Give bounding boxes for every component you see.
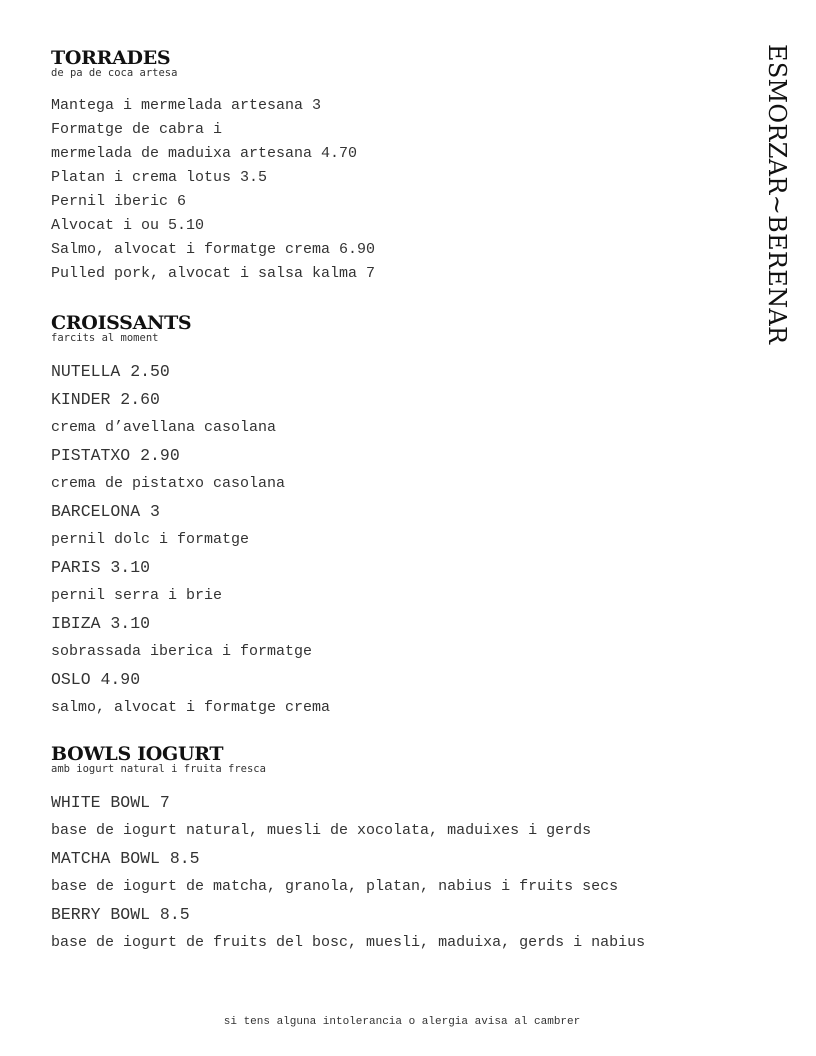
section-croissants: [51, 313, 330, 722]
menu-item-description: base de iogurt natural, muesli de xocolata, maduixes i gerds: [51, 822, 592, 839]
section-title: CROISSANTS: [51, 312, 192, 334]
menu-item-name: NUTELLA 2.50: [51, 362, 170, 381]
menu-item-description: base de iogurt de matcha, granola, platan, nabius i fruits secs: [51, 878, 619, 895]
menu-item-name: MATCHA BOWL 8.5: [51, 849, 200, 868]
menu-item-description: crema d’avellana casolana: [51, 419, 277, 436]
menu-item: mermelada de maduixa artesana 4.70: [51, 145, 358, 162]
menu-item-name: IBIZA 3.10: [51, 614, 151, 633]
menu-item-description: salmo, alvocat i formatge crema: [51, 699, 331, 716]
menu-item-name: BARCELONA 3: [51, 502, 160, 521]
section-torrades: [51, 48, 375, 286]
menu-item-description: base de iogurt de fruits del bosc, muesli, maduixa, gerds i nabius: [51, 934, 646, 951]
vertical-menu-title: ESMORZAR~BERENAR: [763, 44, 791, 345]
menu-item-name: PISTATXO 2.90: [51, 446, 180, 465]
section-subtitle: farcits al moment: [51, 332, 159, 344]
menu-item-description: crema de pistatxo casolana: [51, 475, 286, 492]
menu-item-name: KINDER 2.60: [51, 390, 160, 409]
menu-item-description: sobrassada iberica i formatge: [51, 643, 313, 660]
menu-item-name: BERRY BOWL 8.5: [51, 905, 190, 924]
bowls-item-list: [51, 789, 645, 957]
menu-item-description: pernil dolc i formatge: [51, 531, 250, 548]
croissants-item-list: [51, 358, 330, 722]
menu-item-name: OSLO 4.90: [51, 670, 141, 689]
menu-item: Mantega i mermelada artesana 3: [51, 97, 322, 114]
menu-item: Salmo, alvocat i formatge crema 6.90: [51, 241, 376, 258]
allergy-footer-note: si tens alguna intolerancia o alergia avisa al cambrer: [223, 1016, 581, 1028]
menu-item-description: pernil serra i brie: [51, 587, 223, 604]
section-subtitle: de pa de coca artesa: [51, 67, 178, 79]
section-title: TORRADES: [51, 47, 171, 69]
section-subtitle: amb iogurt natural i fruita fresca: [51, 763, 266, 775]
menu-item-name: PARIS 3.10: [51, 558, 151, 577]
torrades-item-list: [51, 94, 375, 286]
menu-item: Formatge de cabra i: [51, 121, 223, 138]
menu-item: Pulled pork, alvocat i salsa kalma 7: [51, 265, 376, 282]
menu-item: Platan i crema lotus 3.5: [51, 169, 268, 186]
section-bowls: [51, 744, 645, 957]
menu-item: Alvocat i ou 5.10: [51, 217, 205, 234]
menu-item-name: WHITE BOWL 7: [51, 793, 170, 812]
section-title: BOWLS IOGURT: [51, 743, 224, 765]
menu-item: Pernil iberic 6: [51, 193, 187, 210]
